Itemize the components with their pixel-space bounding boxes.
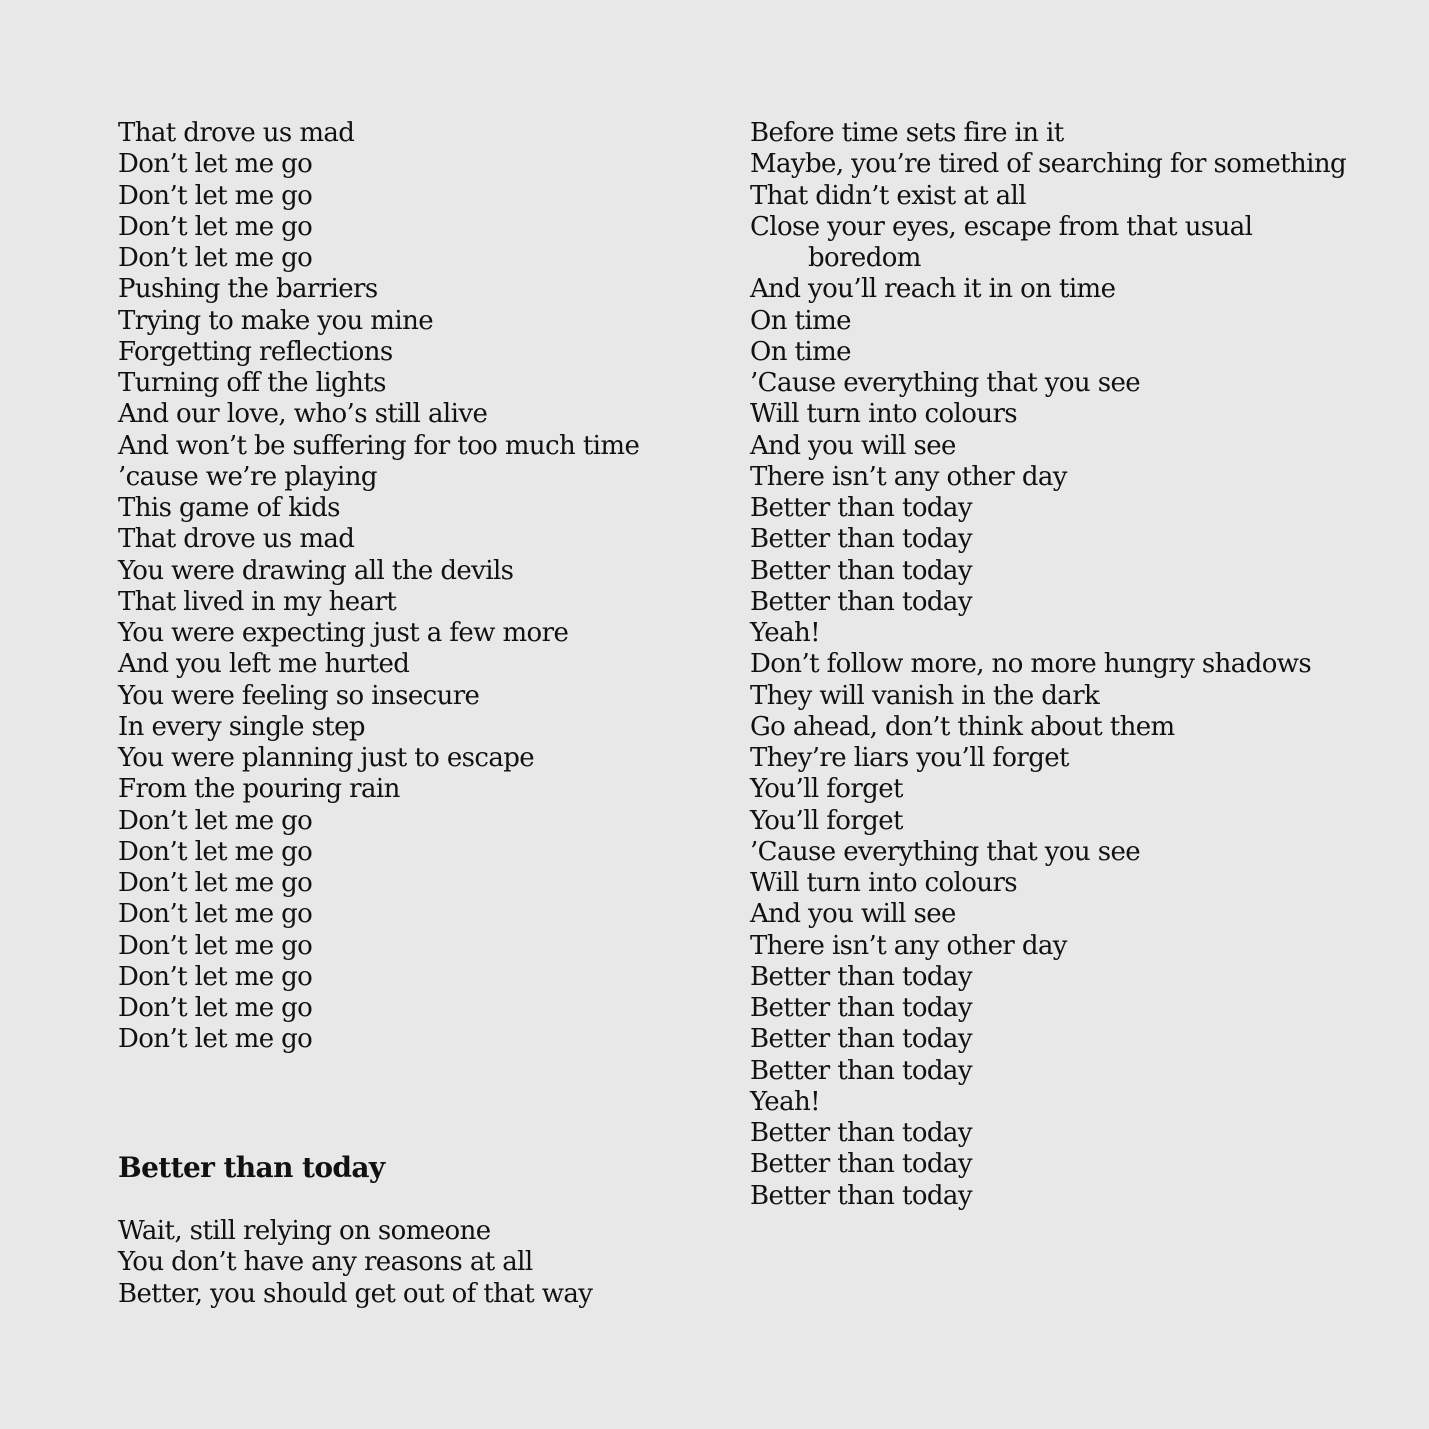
lyric-line: Don’t let me go — [118, 899, 313, 930]
lyric-line: You were feeling so insecure — [118, 680, 480, 711]
lyric-line: Wait, still relying on someone — [118, 1216, 491, 1246]
lyric-line: Better than today — [750, 493, 972, 523]
lyric-line: Don’t let me go — [118, 149, 313, 180]
lyric-line: Don’t let me go — [118, 930, 313, 961]
lyric-line: You were expecting just a few more — [118, 618, 569, 648]
lyric-line: You were planning just to escape — [118, 743, 535, 773]
lyric-line: In every single step — [118, 711, 365, 742]
lyric-line: Don’t let me go — [118, 180, 313, 211]
lyric-line: That lived in my heart — [118, 586, 397, 617]
lyric-line: ’Cause everything that you see — [750, 368, 1141, 398]
lyric-line: Don’t let me go — [118, 993, 313, 1023]
lyric-line: Forgetting reflections — [118, 336, 393, 367]
lyric-line: Better than today — [750, 1024, 972, 1055]
lyric-line: Better than today — [750, 1149, 972, 1180]
lyric-line: Yeah! — [750, 618, 820, 648]
lyric-line: There isn’t any other day — [750, 930, 1067, 961]
lyric-line: Go ahead, don’t think about them — [750, 711, 1175, 742]
lyric-line: Maybe, you’re tired of searching for something — [750, 149, 1347, 180]
lyric-line: That didn’t exist at all — [750, 180, 1026, 211]
lyric-line: Don’t let me go — [118, 805, 313, 836]
lyric-line: And our love, who’s still alive — [118, 399, 488, 430]
lyric-line: You don’t have any reasons at all — [118, 1247, 533, 1278]
lyric-line: Before time sets fire in it — [750, 118, 1064, 148]
lyric-line: Yeah! — [750, 1086, 820, 1117]
lyric-line: You’ll forget — [750, 774, 903, 805]
lyric-line: Close your eyes, escape from that usual — [750, 211, 1253, 242]
left-lyrics — [118, 118, 718, 1056]
lyric-line: On time — [750, 305, 851, 336]
lyric-line: And you left me hurted — [118, 649, 410, 680]
lyric-line: On time — [750, 336, 851, 367]
lyric-line: Don’t let me go — [118, 211, 313, 242]
lyric-line: You’ll forget — [750, 805, 903, 836]
right-column — [750, 118, 1390, 1212]
lyric-line: Don’t let me go — [118, 868, 313, 898]
lyric-line: They’re liars you’ll forget — [750, 743, 1069, 773]
lyric-line: Turning off the lights — [118, 368, 386, 398]
lyric-line: Don’t let me go — [118, 243, 313, 273]
lyric-line: They will vanish in the dark — [750, 680, 1100, 711]
right-lyrics — [750, 118, 1390, 1212]
lyric-line: And you will see — [750, 899, 956, 930]
song-opening — [118, 1216, 592, 1310]
lyric-line: Better than today — [750, 586, 972, 617]
lyric-line: ’cause we’re playing — [118, 461, 377, 492]
left-column — [118, 118, 718, 1056]
lyric-line: Better than today — [750, 1118, 972, 1148]
lyric-line-continuation: boredom — [808, 243, 921, 273]
song-title: Better than today — [118, 1151, 385, 1184]
lyric-line: Better, you should get out of that way — [118, 1278, 593, 1309]
lyric-line: Will turn into colours — [750, 868, 1018, 898]
lyric-line: Better than today — [750, 1180, 972, 1211]
lyric-line: Don’t let me go — [118, 836, 313, 867]
lyric-line: This game of kids — [118, 493, 340, 523]
lyric-line: Don’t follow more, no more hungry shadows — [750, 649, 1312, 680]
lyric-line: That drove us mad — [118, 118, 355, 148]
lyric-line: That drove us mad — [118, 524, 355, 555]
lyric-line: Don’t let me go — [118, 961, 313, 992]
lyric-line: You were drawing all the devils — [118, 555, 514, 586]
lyric-line: Pushing the barriers — [118, 274, 378, 305]
lyric-line: Better than today — [750, 1055, 972, 1086]
lyric-line: ’Cause everything that you see — [750, 836, 1141, 867]
lyric-line: And won’t be suffering for too much time — [118, 430, 640, 461]
lyric-line: Will turn into colours — [750, 399, 1018, 430]
lyric-line: Better than today — [750, 555, 972, 586]
song-opening-lyrics — [118, 1216, 592, 1310]
lyric-line: Better than today — [750, 961, 972, 992]
lyric-line: And you’ll reach it in on time — [750, 274, 1116, 305]
lyric-line: Better than today — [750, 524, 972, 555]
lyric-line: Don’t let me go — [118, 1024, 313, 1055]
lyric-line: Trying to make you mine — [118, 305, 434, 336]
lyric-line: And you will see — [750, 430, 956, 461]
lyric-line: There isn’t any other day — [750, 461, 1067, 492]
lyric-line: Better than today — [750, 993, 972, 1023]
lyric-line: From the pouring rain — [118, 774, 400, 805]
